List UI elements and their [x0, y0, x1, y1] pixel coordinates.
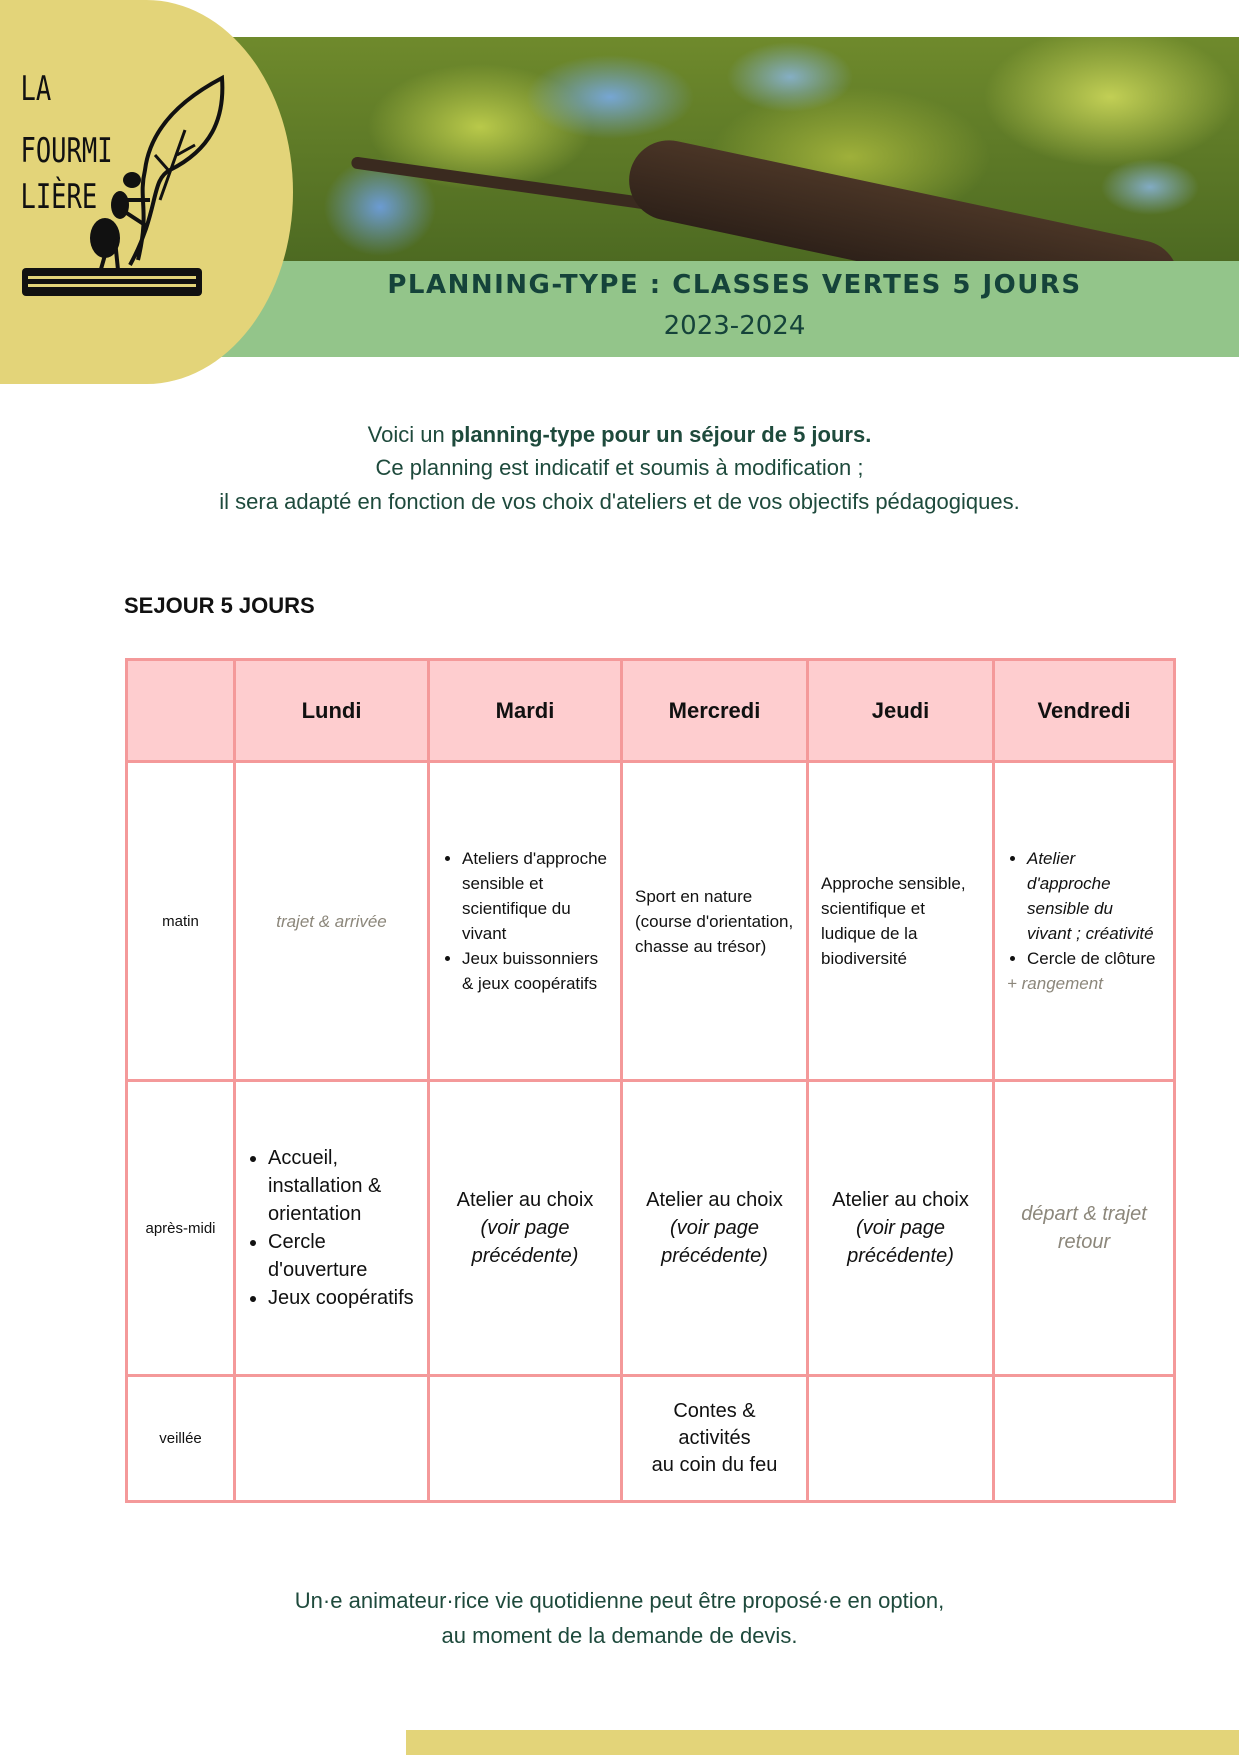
schedule-table [125, 658, 1176, 1503]
header-mardi: Mardi [429, 660, 622, 762]
header-photo-trees [230, 37, 1239, 261]
cell-mardi-matin [429, 762, 622, 1081]
row-label: veillée [127, 1376, 235, 1502]
leaf-icon [130, 78, 222, 265]
intro-line-2: Ce planning est indicatif et soumis à modification ; [375, 455, 864, 480]
intro-line-1 [0, 422, 1239, 448]
intro-bold: planning-type pour un séjour de 5 jours. [450, 422, 872, 447]
note-rangement: + rangement [1007, 974, 1103, 993]
list-item: • Jeux buissonniers & jeux coopératifs [462, 946, 608, 996]
footer-line-2: au moment de la demande de devis. [441, 1623, 798, 1648]
section-title: SEJOUR 5 JOURS [124, 593, 315, 618]
list-item: • Jeux coopératifs [268, 1284, 415, 1312]
list-item: • Accueil, installation & orientation [268, 1144, 415, 1228]
atelier-label: Atelier au choix [456, 1189, 594, 1211]
branch [351, 156, 650, 210]
cell-jeudi-veillee [808, 1376, 994, 1502]
logo-text-la: LA [20, 69, 52, 110]
list-item: • Atelier d'approche sensible du vivant ; créativité [1027, 846, 1161, 946]
atelier-label: Atelier au choix [832, 1189, 969, 1211]
header-mercredi: Mercredi [622, 660, 808, 762]
intro-text: Voici un [367, 422, 451, 447]
cell-vendredi-apres-midi: départ & trajet retour [994, 1081, 1175, 1376]
cell-lundi-veillee [235, 1376, 429, 1502]
veillee-line-2: au coin du feu [651, 1454, 778, 1476]
cell-mercredi-matin: Sport en nature (course d'orientation, chasse au trésor) [622, 762, 808, 1081]
row-label: après-midi [127, 1081, 235, 1376]
header-jeudi: Jeudi [808, 660, 994, 762]
cell-lundi-apres-midi [235, 1081, 429, 1376]
book-icon [22, 268, 202, 296]
cell-mercredi-apres-midi [622, 1081, 808, 1376]
logo [10, 60, 230, 310]
list-item: • Cercle d'ouverture [268, 1228, 415, 1284]
list-item: • Cercle de clôture [1027, 946, 1161, 971]
cell-vendredi-matin [994, 762, 1175, 1081]
footer-bar [406, 1730, 1239, 1755]
cell-mardi-veillee [429, 1376, 622, 1502]
list-item: • Ateliers d'approche sensible et scientifique du vivant [462, 846, 608, 946]
intro-line-3: il sera adapté en fonction de vos choix d'ateliers et de vos objectifs pédagogiques. [219, 489, 1020, 514]
atelier-note: (voir page précédente) [471, 1217, 579, 1267]
cell-jeudi-matin: Approche sensible, scientifique et ludique de la biodiversité [808, 762, 994, 1081]
atelier-note: (voir page précédente) [661, 1217, 768, 1267]
cell-mercredi-veillee [622, 1376, 808, 1502]
header-empty [127, 660, 235, 762]
logo-text-liere: LIÈRE [20, 177, 98, 218]
table-row-veillee [127, 1376, 1175, 1502]
school-year: 2023-2024 [663, 311, 806, 341]
atelier-label: Atelier au choix [646, 1189, 783, 1211]
row-label: matin [127, 762, 235, 1081]
cell-lundi-matin: trajet & arrivée [235, 762, 429, 1081]
cell-mardi-apres-midi [429, 1081, 622, 1376]
page-title: PLANNING-TYPE : CLASSES VERTES 5 JOURS [387, 270, 1082, 300]
header-row [127, 660, 1175, 762]
atelier-note: (voir page précédente) [847, 1217, 954, 1267]
logo-text-fourmi: FOURMI [20, 131, 113, 172]
table-row-matin [127, 762, 1175, 1081]
table-row-apres-midi [127, 1081, 1175, 1376]
header-vendredi: Vendredi [994, 660, 1175, 762]
cell-jeudi-apres-midi [808, 1081, 994, 1376]
veillee-line-1: Contes & activités [673, 1400, 756, 1449]
footer-line-1: Un·e animateur·rice vie quotidienne peut être proposé·e en option, [294, 1588, 945, 1613]
header-lundi: Lundi [235, 660, 429, 762]
cell-vendredi-veillee [994, 1376, 1175, 1502]
